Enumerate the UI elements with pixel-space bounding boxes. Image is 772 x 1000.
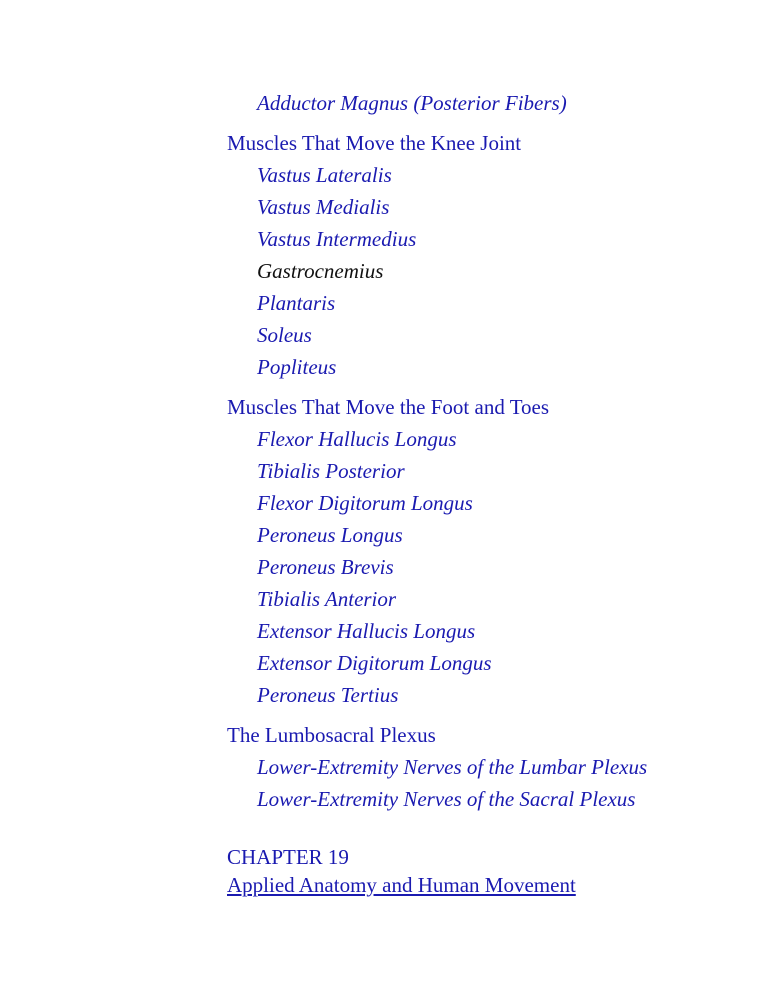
table-of-contents bbox=[227, 87, 747, 899]
toc-entry-flexor-hallucis-longus[interactable]: Flexor Hallucis Longus bbox=[257, 427, 457, 451]
toc-entry-tibialis-posterior[interactable]: Tibialis Posterior bbox=[257, 459, 405, 483]
toc-entry-tibialis-anterior[interactable]: Tibialis Anterior bbox=[257, 587, 397, 611]
section-continued bbox=[227, 87, 747, 119]
toc-entry-extensor-digitorum-longus[interactable]: Extensor Digitorum Longus bbox=[257, 651, 492, 675]
chapter-title-link[interactable]: Applied Anatomy and Human Movement bbox=[227, 873, 576, 897]
section-foot-and-toes bbox=[227, 391, 747, 711]
toc-entry-vastus-intermedius[interactable]: Vastus Intermedius bbox=[257, 227, 417, 251]
toc-entry-adductor-magnus-posterior[interactable]: Adductor Magnus (Posterior Fibers) bbox=[257, 91, 567, 115]
toc-entry-peroneus-brevis[interactable]: Peroneus Brevis bbox=[257, 555, 394, 579]
section-lumbosacral-plexus bbox=[227, 719, 747, 815]
toc-entry-extensor-hallucis-longus[interactable]: Extensor Hallucis Longus bbox=[257, 619, 476, 643]
toc-entry-peroneus-tertius[interactable]: Peroneus Tertius bbox=[257, 683, 399, 707]
toc-entry-vastus-lateralis[interactable]: Vastus Lateralis bbox=[257, 163, 392, 187]
chapter-19 bbox=[227, 843, 747, 899]
toc-entry-sacral-plexus-nerves[interactable]: Lower-Extremity Nerves of the Sacral Plexus bbox=[257, 787, 636, 811]
chapter-label: CHAPTER 19 bbox=[227, 845, 349, 869]
toc-entry-flexor-digitorum-longus[interactable]: Flexor Digitorum Longus bbox=[257, 491, 473, 515]
toc-entry-peroneus-longus[interactable]: Peroneus Longus bbox=[257, 523, 403, 547]
section-knee-joint bbox=[227, 127, 747, 383]
toc-entry-gastrocnemius: Gastrocnemius bbox=[257, 259, 384, 283]
section-title-knee-joint[interactable]: Muscles That Move the Knee Joint bbox=[227, 131, 522, 155]
toc-entry-soleus[interactable]: Soleus bbox=[257, 323, 312, 347]
toc-entry-vastus-medialis[interactable]: Vastus Medialis bbox=[257, 195, 390, 219]
toc-entry-plantaris[interactable]: Plantaris bbox=[257, 291, 336, 315]
section-title-lumbosacral-plexus[interactable]: The Lumbosacral Plexus bbox=[227, 723, 436, 747]
toc-entry-lumbar-plexus-nerves[interactable]: Lower-Extremity Nerves of the Lumbar Plexus bbox=[257, 755, 648, 779]
toc-entry-popliteus[interactable]: Popliteus bbox=[257, 355, 337, 379]
section-title-foot-and-toes[interactable]: Muscles That Move the Foot and Toes bbox=[227, 395, 550, 419]
